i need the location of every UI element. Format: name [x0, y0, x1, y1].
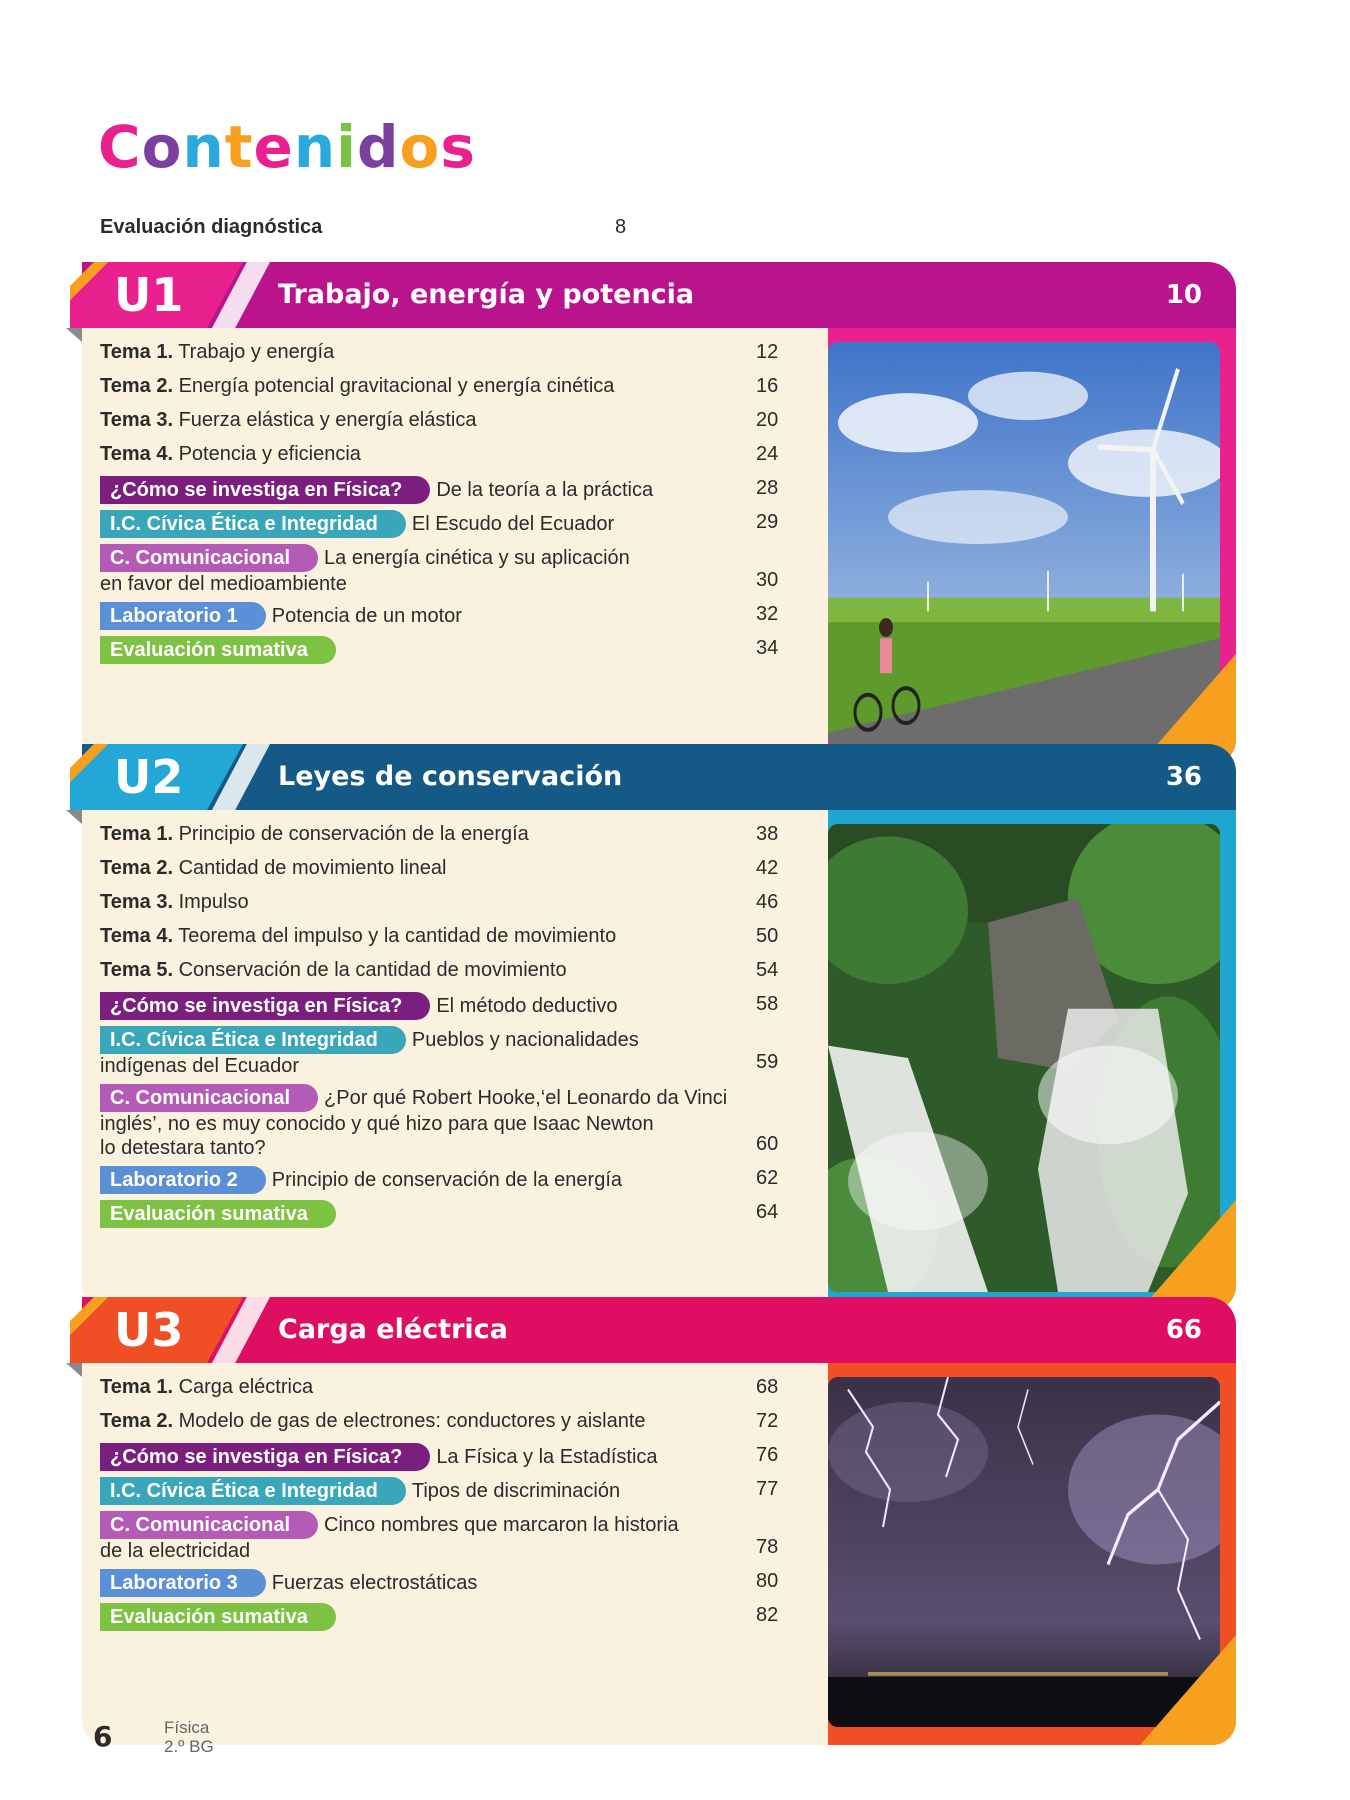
tema-number: Tema 2.: [100, 857, 173, 879]
tema-title: Fuerza elástica y energía elástica: [178, 409, 477, 431]
tema-title: Carga eléctrica: [178, 1376, 314, 1398]
toc-entry[interactable]: [100, 1375, 790, 1409]
tema-number: Tema 3.: [100, 891, 173, 913]
tema-number: Tema 4.: [100, 443, 173, 465]
section-title: Potencia de un motor: [271, 605, 462, 627]
toc-entry[interactable]: [100, 1511, 790, 1569]
toc-page: 76: [756, 1444, 779, 1466]
section-title: Fuerzas electrostáticas: [271, 1572, 478, 1594]
unit-image: [828, 1377, 1220, 1727]
toc-entry[interactable]: [100, 924, 790, 958]
unit-panel: [82, 328, 1236, 764]
tema-number: Tema 1.: [100, 1376, 173, 1398]
unit-section-u2: [70, 744, 1236, 1310]
unit-image: [828, 824, 1220, 1292]
toc-entry[interactable]: [100, 544, 790, 602]
unit-page: 66: [1165, 1315, 1202, 1345]
section-title: La energía cinética y su aplicación: [324, 547, 630, 569]
section-tag-inv: ¿Cómo se investiga en Física?: [100, 476, 430, 504]
toc-entry[interactable]: [100, 890, 790, 924]
toc-entry[interactable]: [100, 510, 790, 544]
section-title: De la teoría a la práctica: [436, 479, 654, 501]
toc-page: 82: [756, 1604, 779, 1626]
toc-page: 34: [756, 637, 779, 659]
unit-image-frame: [828, 328, 1236, 764]
page-number: 6: [93, 1720, 113, 1753]
unit-image-frame: [828, 810, 1236, 1310]
tema-title: Potencia y eficiencia: [178, 443, 361, 465]
toc-entry[interactable]: [100, 442, 790, 476]
toc-page: 80: [756, 1570, 779, 1592]
toc-entry[interactable]: [100, 1166, 790, 1200]
tema-number: Tema 1.: [100, 341, 173, 363]
toc-list: [100, 822, 790, 1234]
section-title-cont: lo detestara tanto?: [100, 1137, 266, 1159]
page-title: [98, 113, 476, 181]
toc-entry[interactable]: [100, 374, 790, 408]
title-letter: o: [141, 113, 183, 181]
toc-entry[interactable]: [100, 822, 790, 856]
toc-entry[interactable]: [100, 1443, 790, 1477]
tema-title: Modelo de gas de electrones: conductores y aislante: [178, 1410, 646, 1432]
title-letter: n: [293, 113, 337, 181]
section-tag-inv: ¿Cómo se investiga en Física?: [100, 1443, 430, 1471]
section-title-cont: indígenas del Ecuador: [100, 1055, 300, 1077]
toc-page: 62: [756, 1167, 779, 1189]
section-title: El Escudo del Ecuador: [411, 513, 615, 535]
toc-entry[interactable]: [100, 476, 790, 510]
unit-code: U2: [114, 750, 184, 804]
section-tag-com: C. Comunicacional: [100, 1511, 318, 1539]
tab-fold: [66, 810, 82, 824]
section-tag-lab: Laboratorio 2: [100, 1166, 266, 1194]
unit-page: 36: [1165, 762, 1202, 792]
section-title-cont: de la electricidad: [100, 1540, 251, 1562]
section-title: Pueblos y nacionalidades: [411, 1029, 639, 1051]
section-tag-eva: Evaluación sumativa: [100, 1603, 336, 1631]
footer-grade: 2.º BG: [164, 1737, 214, 1756]
toc-page: 24: [756, 443, 779, 465]
toc-page: 54: [756, 959, 779, 981]
tema-number: Tema 1.: [100, 823, 173, 845]
toc-page: 77: [756, 1478, 779, 1500]
toc-entry[interactable]: [100, 992, 790, 1026]
toc-entry[interactable]: [100, 1409, 790, 1443]
diagnostic-label: Evaluación diagnóstica: [100, 216, 323, 238]
tema-number: Tema 5.: [100, 959, 173, 981]
unit-section-u1: [70, 262, 1236, 764]
section-tag-civ: I.C. Cívica Ética e Integridad: [100, 1026, 406, 1054]
title-letter: d: [357, 113, 400, 181]
unit-image-frame: [828, 1363, 1236, 1745]
toc-page: 78: [756, 1536, 779, 1558]
toc-page: 46: [756, 891, 779, 913]
toc-page: 16: [756, 375, 779, 397]
section-title: Principio de conservación de la energía: [271, 1169, 623, 1191]
toc-entry[interactable]: [100, 602, 790, 636]
section-tag-com: C. Comunicacional: [100, 1084, 318, 1112]
toc-entry[interactable]: [100, 856, 790, 890]
unit-title: Carga eléctrica: [278, 1314, 508, 1345]
toc-entry[interactable]: [100, 340, 790, 374]
section-tag-eva: Evaluación sumativa: [100, 1200, 336, 1228]
tema-title: Principio de conservación de la energía: [178, 823, 529, 845]
section-title: Cinco nombres que marcaron la historia: [324, 1514, 679, 1536]
title-letter: o: [399, 113, 441, 181]
toc-entry[interactable]: [100, 1569, 790, 1603]
tab-fold: [66, 1363, 82, 1377]
title-letter: C: [98, 113, 142, 181]
tema-title: Trabajo y energía: [178, 341, 335, 363]
unit-panel: [82, 810, 1236, 1310]
tema-title: Conservación de la cantidad de movimiento: [178, 959, 567, 981]
toc-page: 50: [756, 925, 779, 947]
toc-page: 68: [756, 1376, 779, 1398]
toc-page: 60: [756, 1133, 779, 1155]
section-tag-civ: I.C. Cívica Ética e Integridad: [100, 510, 406, 538]
toc-page: 59: [756, 1051, 779, 1073]
toc-page: 38: [756, 823, 779, 845]
section-tag-inv: ¿Cómo se investiga en Física?: [100, 992, 430, 1020]
toc-page: 58: [756, 993, 779, 1015]
tema-number: Tema 4.: [100, 925, 173, 947]
tema-number: Tema 2.: [100, 1410, 173, 1432]
section-tag-lab: Laboratorio 1: [100, 602, 266, 630]
section-title-cont: inglés’, no es muy conocido y qué hizo para que Isaac Newton: [100, 1113, 654, 1135]
diagnostic-entry[interactable]: [100, 216, 630, 239]
lightning-storm-photo: [828, 1377, 1220, 1727]
toc-entry[interactable]: [100, 1200, 790, 1234]
toc-entry[interactable]: [100, 958, 790, 992]
toc-page: 12: [756, 341, 779, 363]
unit-title: Trabajo, energía y potencia: [278, 279, 695, 310]
toc-page: 64: [756, 1201, 779, 1223]
toc-page: 42: [756, 857, 779, 879]
unit-panel: [82, 1363, 1236, 1745]
title-letter: s: [440, 113, 476, 181]
unit-image: [828, 342, 1220, 746]
toc-list: [100, 1375, 790, 1637]
tab-fold: [66, 328, 82, 342]
section-title: La Física y la Estadística: [436, 1446, 658, 1468]
unit-title: Leyes de conservación: [278, 761, 623, 792]
toc-page: 29: [756, 511, 779, 533]
unit-section-u3: [70, 1297, 1236, 1745]
tema-title: Impulso: [178, 891, 249, 913]
toc-entry[interactable]: [100, 1084, 790, 1166]
toc-entry[interactable]: [100, 636, 790, 670]
title-letter: e: [253, 113, 294, 181]
tema-title: Energía potencial gravitacional y energía cinética: [178, 375, 615, 397]
toc-page: 28: [756, 477, 779, 499]
section-title: El método deductivo: [436, 995, 618, 1017]
footer-subject-name: Física: [164, 1718, 210, 1737]
section-tag-com: C. Comunicacional: [100, 544, 318, 572]
unit-page: 10: [1165, 280, 1202, 310]
wind-turbine-photo: [828, 342, 1220, 746]
toc-entry[interactable]: [100, 408, 790, 442]
title-letter: i: [336, 113, 357, 181]
section-title: Tipos de discriminación: [411, 1480, 621, 1502]
unit-code: U3: [114, 1303, 184, 1357]
diagnostic-page: 8: [615, 216, 627, 238]
section-title-cont: en favor del medioambiente: [100, 573, 347, 595]
tema-title: Cantidad de movimiento lineal: [178, 857, 447, 879]
section-tag-eva: Evaluación sumativa: [100, 636, 336, 664]
tema-title: Teorema del impulso y la cantidad de movimiento: [178, 925, 617, 947]
unit-code: U1: [114, 268, 184, 322]
section-tag-lab: Laboratorio 3: [100, 1569, 266, 1597]
tema-number: Tema 2.: [100, 375, 173, 397]
section-title: ¿Por qué Robert Hooke,‘el Leonardo da Vinci: [324, 1087, 728, 1109]
toc-page: 72: [756, 1410, 779, 1432]
toc-page: 32: [756, 603, 779, 625]
title-letter: n: [182, 113, 225, 181]
tema-number: Tema 3.: [100, 409, 173, 431]
toc-entry[interactable]: [100, 1026, 790, 1084]
toc-page: 20: [756, 409, 779, 431]
waterfall-photo: [828, 824, 1220, 1292]
section-tag-civ: I.C. Cívica Ética e Integridad: [100, 1477, 406, 1505]
toc-list: [100, 340, 790, 670]
toc-entry[interactable]: [100, 1603, 790, 1637]
toc-entry[interactable]: [100, 1477, 790, 1511]
title-letter: t: [224, 113, 254, 181]
toc-page: 30: [756, 569, 779, 591]
footer-subject: [164, 1718, 214, 1756]
